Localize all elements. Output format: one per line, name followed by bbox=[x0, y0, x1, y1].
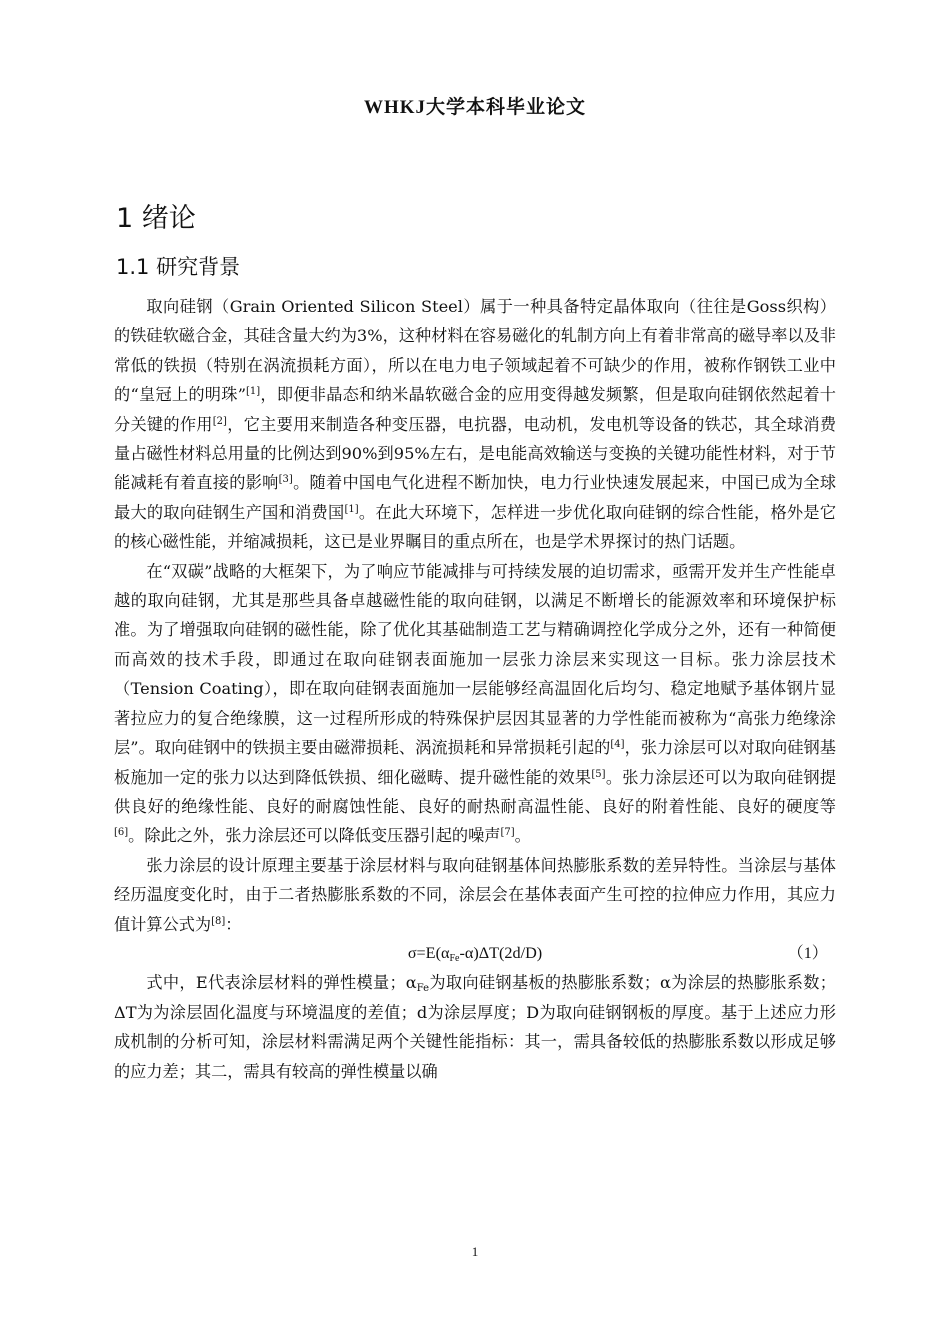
symbol-subscript: Fe bbox=[416, 983, 429, 995]
chapter-heading: 1 绪论 bbox=[116, 203, 196, 234]
text-run: 。 bbox=[514, 826, 531, 846]
text-run: 张力涂层的设计原理主要基于涂层材料与取向硅钢基体间热膨胀系数的差异特性。当涂层与基体经历温度变化时，由于二者热膨胀系数的不同，涂层会在基体表面产生可控的拉伸应力作用，其应力值计算公式为 bbox=[114, 855, 836, 934]
equation-subscript: Fe bbox=[449, 952, 460, 964]
citation-ref: [3] bbox=[278, 474, 293, 486]
text-run: ，它主要用来制造各种变压器，电抗器，电动机，发电机等设备的铁芯，其全球消费量占磁性材料总用量的比例达到90%到95%左右，是电能高效输送与变换的关键功能性材料，对于节能减耗有着直接的影响 bbox=[114, 414, 837, 493]
equation-part: -α)ΔT(2d/D) bbox=[459, 943, 543, 962]
equation-part: σ=E(α bbox=[407, 943, 450, 962]
text-run: 。张力涂层还可以为取向硅钢提供良好的绝缘性能、良好的耐腐蚀性能、良好的耐热耐高温性能、良好的附着性能、良好的硬度等 bbox=[114, 767, 837, 816]
citation-ref: [1] bbox=[344, 503, 359, 515]
paragraph-4 bbox=[114, 968, 836, 1086]
text-run: 。在此大环境下，怎样进一步优化取向硅钢的综合性能，格外是它的核心磁性能，并缩减损耗，这已是业界瞩目的重点所在，也是学术界探讨的热门话题。 bbox=[114, 502, 837, 552]
text-run: 式中，E代表涂层材料的弹性模量；α bbox=[146, 973, 417, 993]
equation-number: （1） bbox=[787, 943, 828, 962]
text-run: 为取向硅钢基板的热膨胀系数；α为涂层的热膨胀系数；ΔT为为涂层固化温度与环境温度的差值；d为涂层厚度；D为取向硅钢钢板的厚度。基于上述应力形成机制的分析可知，涂层材料需满足两个关键性能指标：其一，需具备较低的热膨胀系数以形成足够的应力差；其二，需具有较高的弹性模量以确 bbox=[114, 973, 836, 1081]
paragraph-2 bbox=[114, 557, 836, 851]
stress-equation bbox=[114, 939, 836, 968]
text-run: 。随着中国电气化进程不断加快，电力行业快速发展起来，中国已成为全球最大的取向硅钢生产国和消费国 bbox=[114, 473, 837, 522]
text-run: ，即便非晶态和纳米晶软磁合金的应用变得越发频繁，但是取向硅钢依然起着十分关键的作用 bbox=[114, 385, 836, 434]
section-heading: 1.1 研究背景 bbox=[116, 255, 241, 279]
text-run: 取向硅钢（Grain Oriented Silicon Steel）属于一种具备特定晶体取向（往往是Goss织构）的铁硅软磁合金，其硅含量大约为3%，这种材料在容易磁化的轧制方向上有着非常高的磁导率以及非常低的铁损（特别在涡流损耗方面），所以在电力电子领域起着不可缺少的作用，被称作钢铁工业中的“皇冠上的明珠” bbox=[114, 297, 836, 405]
citation-ref: [2] bbox=[212, 415, 227, 427]
citation-ref: [7] bbox=[500, 827, 515, 839]
paragraph-3 bbox=[114, 851, 836, 939]
running-header: WHKJ大学本科毕业论文 bbox=[363, 97, 587, 118]
body-text bbox=[114, 292, 836, 1086]
paragraph-1 bbox=[114, 292, 836, 557]
citation-ref: [4] bbox=[610, 739, 625, 751]
header-divider bbox=[114, 124, 836, 125]
text-run: ，张力涂层可以对取向硅钢基板施加一定的张力以达到降低铁损、细化磁畴、提升磁性能的效果 bbox=[114, 738, 836, 787]
text-run: 在“双碳”战略的大框架下，为了响应节能减排与可持续发展的迫切需求，亟需开发并生产性能卓越的取向硅钢，尤其是那些具备卓越磁性能的取向硅钢，以满足不断增长的能源效率和环境保护标准。为了增强取向硅钢的磁性能，除了优化其基础制造工艺与精确调控化学成分之外，还有一种简便而高效的技术手段，即通过在取向硅钢表面施加一层张力涂层来实现这一目标。张力涂层技术（Tension Coating），即在取向硅钢表面施加一层能够经高温固化后均匀、稳定地赋予基体钢片显著拉应力的复合绝缘膜，这一过程所形成的特殊保护层因其显著的力学性能而被称为“高张力绝缘涂层”。取向硅钢中的铁损主要由磁滞损耗、涡流损耗和异常损耗引起的 bbox=[114, 561, 836, 758]
page-number: 1 bbox=[471, 1244, 479, 1259]
citation-ref: [1] bbox=[245, 386, 261, 398]
citation-ref: [6] bbox=[114, 827, 129, 839]
citation-ref: [8] bbox=[211, 915, 226, 927]
text-run: 。除此之外，张力涂层还可以降低变压器引起的噪声 bbox=[128, 826, 501, 846]
citation-ref: [5] bbox=[591, 768, 606, 780]
text-run: ： bbox=[225, 914, 242, 934]
equation-row bbox=[114, 939, 836, 968]
